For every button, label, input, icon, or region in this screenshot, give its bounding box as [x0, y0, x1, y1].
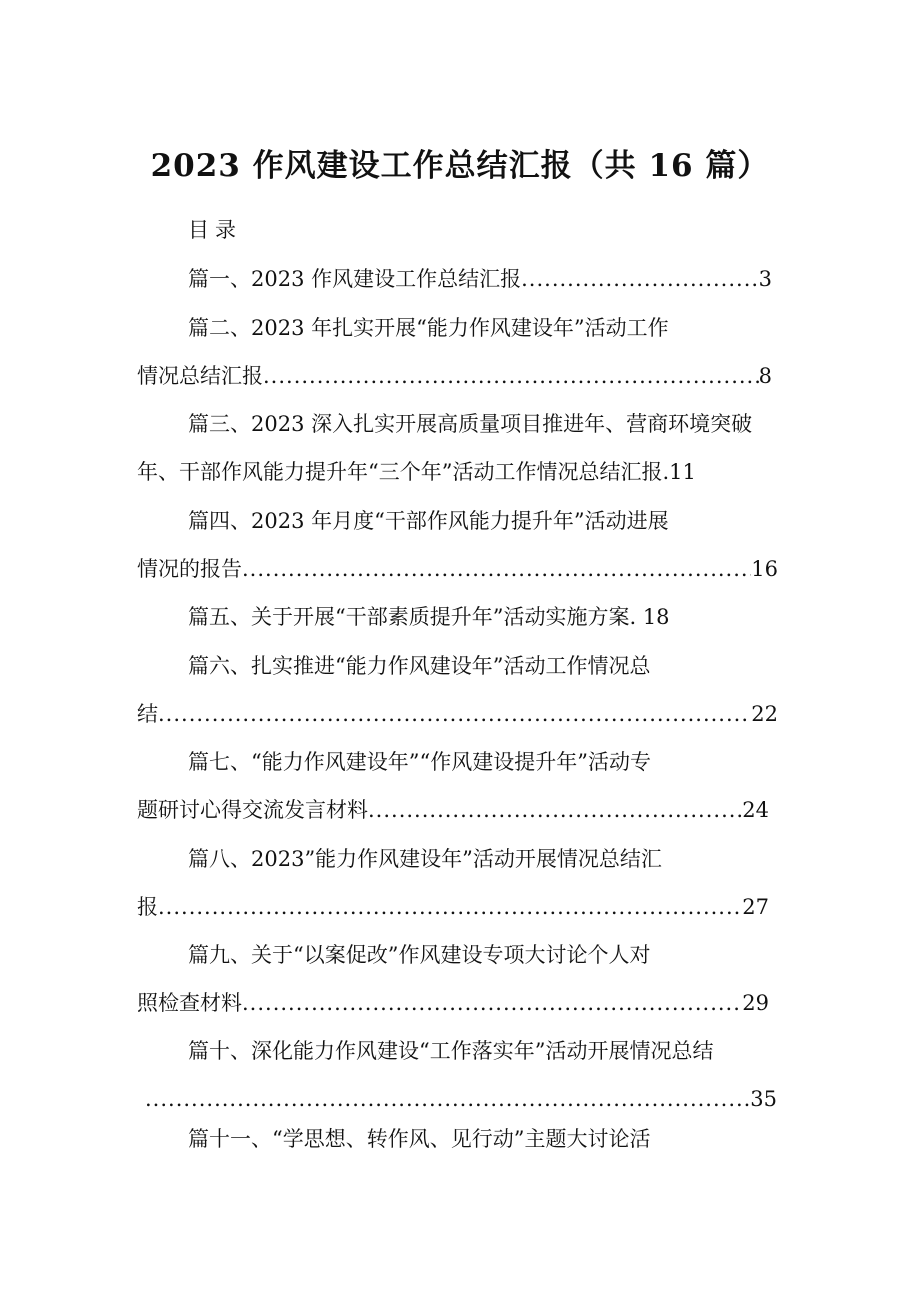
toc-entry-9-line-1[interactable]: [188, 938, 650, 972]
toc-entry-6-line-2[interactable]: [137, 697, 778, 731]
toc-entry-title: 篇二、2023 年扎实开展“能力作风建设年”活动工作: [188, 316, 669, 340]
toc-entry-7-line-1[interactable]: [188, 745, 651, 779]
toc-entry-title: 照检查材料: [137, 991, 242, 1015]
toc-entry-5[interactable]: [188, 600, 670, 634]
toc-entry-2-line-2[interactable]: [137, 359, 772, 393]
toc-entry-7-line-2[interactable]: [137, 793, 769, 827]
toc-entry-11-line-1[interactable]: [188, 1122, 650, 1156]
toc-entry-1[interactable]: [188, 262, 772, 296]
toc-page-number: 27: [742, 895, 769, 919]
toc-entry-title: 篇一、2023 作风建设工作总结汇报: [188, 267, 522, 291]
toc-entry-6-line-1[interactable]: [188, 649, 650, 683]
dot-leader: [368, 793, 742, 827]
toc-entry-8-line-1[interactable]: [188, 842, 662, 876]
toc-page-number: 8: [758, 364, 772, 388]
toc-page-number: 22: [751, 702, 778, 726]
dot-leader: [145, 1082, 750, 1116]
dot-leader: [158, 890, 742, 924]
toc-entry-title: 结: [137, 702, 158, 726]
toc-entry-title: 篇四、2023 年月度“干部作风能力提升年”活动进展: [188, 509, 669, 533]
toc-entry-10-line-1[interactable]: [188, 1034, 713, 1068]
toc-page-number: 3: [758, 267, 772, 291]
toc-entry-title: 情况的报告: [137, 557, 242, 581]
toc-entry-9-line-2[interactable]: [137, 986, 769, 1020]
toc-entry-title: 篇七、“能力作风建设年”“作风建设提升年”活动专: [188, 750, 651, 774]
toc-entry-title: 报: [137, 895, 158, 919]
toc-page-number: 24: [742, 798, 769, 822]
toc-entry-title: 题研讨心得交流发言材料: [137, 798, 368, 822]
toc-entry-title: 篇十一、“学思想、转作风、见行动”主题大讨论活: [188, 1127, 651, 1151]
toc-page-number: .11: [662, 460, 696, 484]
toc-entry-4-line-2[interactable]: [137, 552, 778, 586]
toc-entry-3-line-2[interactable]: [137, 455, 696, 489]
toc-page-number: 35: [750, 1087, 777, 1111]
toc-entry-2-line-1[interactable]: [188, 311, 669, 345]
dot-leader: [263, 359, 759, 393]
toc-entry-title: 篇九、关于“以案促改”作风建设专项大讨论个人对: [188, 943, 651, 967]
toc-entry-8-line-2[interactable]: [137, 890, 769, 924]
toc-entry-title: 篇五、关于开展“干部素质提升年”活动实施方案. 18: [188, 605, 670, 629]
toc-entry-3-line-1[interactable]: [188, 407, 752, 441]
toc-entry-4-line-1[interactable]: [188, 504, 669, 538]
toc-entry-title: 篇八、2023”能力作风建设年”活动开展情况总结汇: [188, 847, 662, 871]
dot-leader: [242, 552, 751, 586]
toc-page-number: 16: [751, 557, 778, 581]
toc-heading: 目录: [188, 218, 242, 242]
toc-page-number: 29: [742, 991, 769, 1015]
dot-leader: [521, 262, 759, 296]
dot-leader: [242, 986, 742, 1020]
toc-entry-title: 情况总结汇报: [137, 364, 263, 388]
toc-entry-title: 篇六、扎实推进“能力作风建设年”活动工作情况总: [188, 654, 651, 678]
document-title: 2023 作风建设工作总结汇报（共 16 篇）: [150, 148, 770, 184]
dot-leader: [158, 697, 751, 731]
toc-entry-title: 篇三、2023 深入扎实开展高质量项目推进年、营商环境突破: [188, 412, 753, 436]
toc-entry-title: 篇十、深化能力作风建设“工作落实年”活动开展情况总结: [188, 1039, 714, 1063]
toc-entry-10-line-2[interactable]: [145, 1082, 777, 1116]
toc-entry-title: 年、干部作风能力提升年“三个年”活动工作情况总结汇报: [137, 460, 663, 484]
